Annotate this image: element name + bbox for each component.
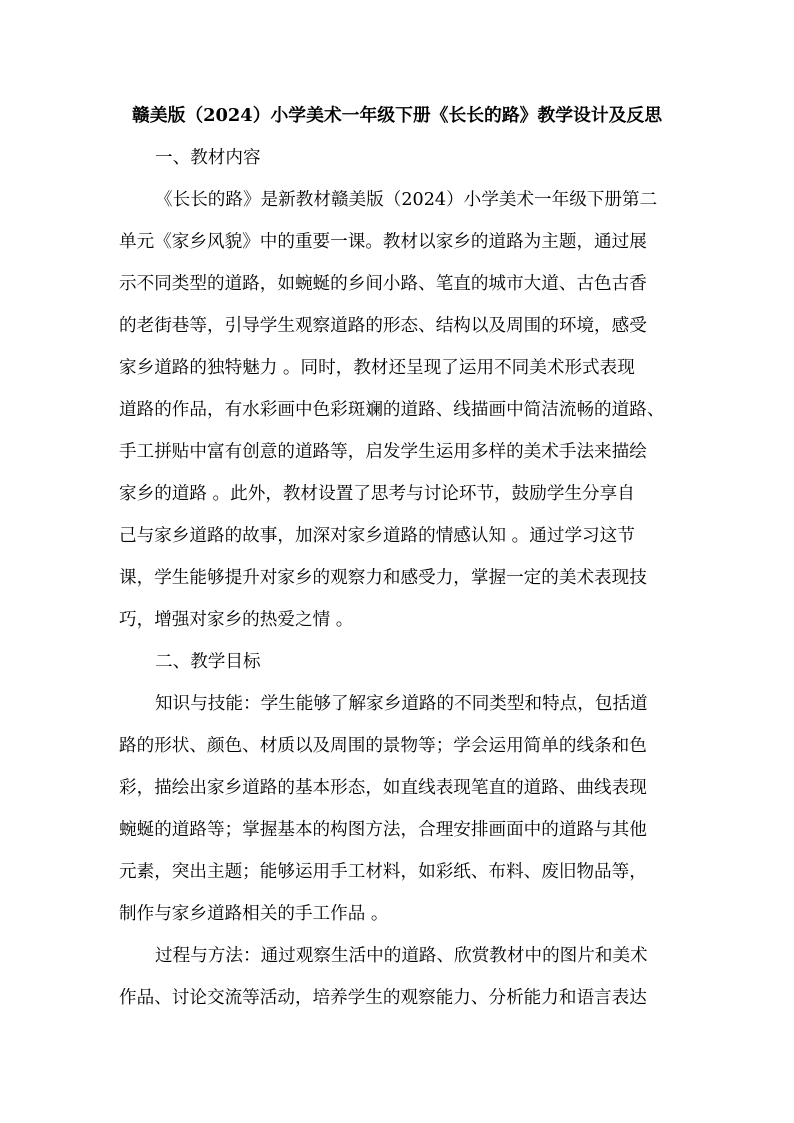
- paragraph-2-line-5: 元素，突出主题；能够运用手工材料，如彩纸、布料、废旧物品等，: [119, 862, 647, 882]
- paragraph-2-line-4: 蜿蜒的道路等；掌握基本的构图方法，合理安排画面中的道路与其他: [119, 820, 647, 840]
- paragraph-1-line-7: 手工拼贴中富有创意的道路等，启发学生运用多样的美术手法来描绘: [119, 442, 647, 462]
- paragraph-3-line-2: 作品、讨论交流等活动，培养学生的观察能力、分析能力和语言表达: [119, 988, 647, 1008]
- paragraph-2-line-2: 路的形状、颜色、材质以及周围的景物等；学会运用简单的线条和色: [119, 736, 647, 756]
- paragraph-2-line-6: 制作与家乡道路相关的手工作品 。: [119, 904, 389, 924]
- paragraph-1-line-4: 的老街巷等，引导学生观察道路的形态、结构以及周围的环境，感受: [119, 316, 647, 336]
- paragraph-1-line-1: 《长长的路》是新教材赣美版（2024）小学美术一年级下册第二: [155, 190, 658, 210]
- paragraph-2-line-1: 知识与技能：学生能够了解家乡道路的不同类型和特点，包括道: [155, 694, 648, 714]
- paragraph-1-line-11: 巧，增强对家乡的热爱之情 。: [119, 610, 354, 630]
- paragraph-1-line-2: 单元《家乡风貌》中的重要一课。教材以家乡的道路为主题，通过展: [119, 232, 647, 252]
- section-heading-1: 一、教材内容: [155, 148, 261, 168]
- paragraph-1-line-10: 课，学生能够提升对家乡的观察力和感受力，掌握一定的美术表现技: [119, 568, 647, 588]
- paragraph-1-line-3: 示不同类型的道路，如蜿蜒的乡间小路、笔直的城市大道、古色古香: [119, 274, 647, 294]
- paragraph-1-line-5: 家乡道路的独特魅力 。同时，教材还呈现了运用不同美术形式表现: [119, 358, 635, 378]
- paragraph-1-line-8: 家乡的道路 。此外，教材设置了思考与讨论环节，鼓励学生分享自: [119, 484, 635, 504]
- paragraph-1-line-6: 道路的作品，有水彩画中色彩斑斓的道路、线描画中简洁流畅的道路、: [119, 400, 665, 420]
- section-heading-2: 二、教学目标: [155, 652, 261, 672]
- paragraph-1-line-9: 己与家乡道路的故事，加深对家乡道路的情感认知 。通过学习这节: [119, 526, 635, 546]
- document-title: 赣美版（2024）小学美术一年级下册《长长的路》教学设计及反思: [131, 105, 663, 126]
- paragraph-2-line-3: 彩，描绘出家乡道路的基本形态，如直线表现笔直的道路、曲线表现: [119, 778, 647, 798]
- paragraph-3-line-1: 过程与方法：通过观察生活中的道路、欣赏教材中的图片和美术: [155, 946, 648, 966]
